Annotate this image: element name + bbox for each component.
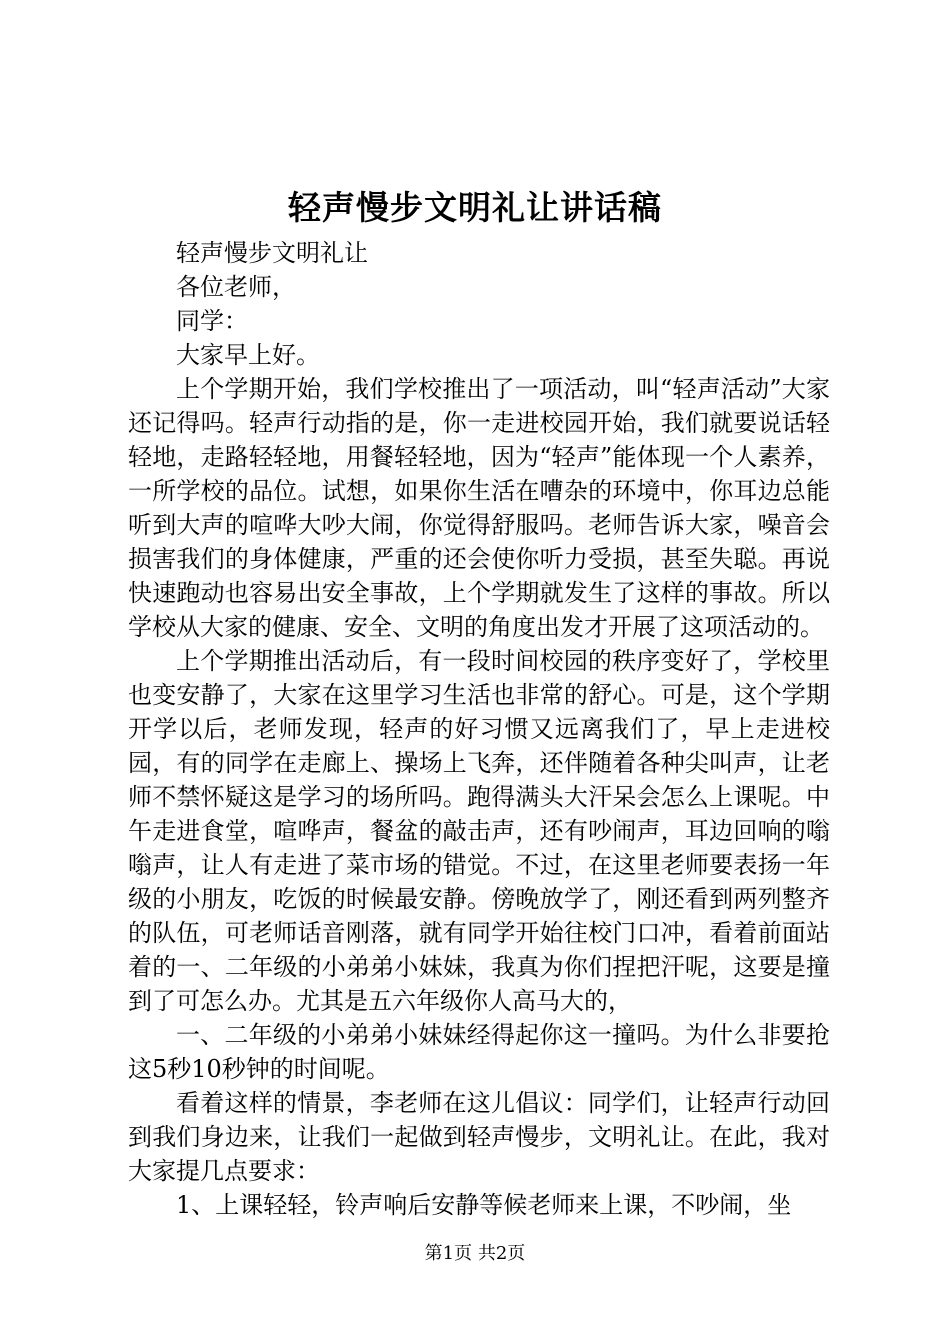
paragraph-2: 上个学期推出活动后，有一段时间校园的秩序变好了，学校里也变安静了，大家在这里学习生活也非常的舒心。可是，这个学期开学以后，老师发现，轻声的好习惯又远离我们了，早上走进校园，有的同学在走廊上、操场上飞奔，还伴随着各种尖叫声，让老师不禁怀疑这是学习的场所吗。跑得满头大汗呆会怎么上课呢。中午走进食堂，喧哗声，餐盆的敲击声，还有吵闹声，耳边回响的嗡嗡声，让人有走进了菜市场的错觉。不过，在这里老师要表扬一年级的小朋友，吃饭的时候最安静。傍晚放学了，刚还看到两列整齐的队伍，可老师话音刚落，就有同学开始往校门口冲，看着前面站着的一、二年级的小弟弟小妹妹，我真为你们捏把汗呢，这要是撞到了可怎么办。尤其是五六年级你人高马大的， [128, 647, 830, 1015]
page-footer: 第1页 共2页 [424, 1243, 526, 1264]
paragraph-heading: 轻声慢步文明礼让 [176, 239, 368, 267]
paragraph-salutation-teachers: 各位老师， [176, 273, 296, 301]
document-title: 轻声慢步文明礼让讲话稿 [288, 188, 662, 227]
paragraph-3: 一、二年级的小弟弟小妹妹经得起你这一撞吗。为什么非要抢这5秒10秒钟的时间呢。 [128, 1021, 830, 1083]
paragraph-1: 上个学期开始，我们学校推出了一项活动，叫“轻声活动”大家还记得吗。轻声行动指的是，你一走进校园开始，我们就要说话轻轻地，走路轻轻地，用餐轻轻地，因为“轻声”能体现一个人素养，一所学校的品位。试想，如果你生活在嘈杂的环境中，你耳边总能听到大声的喧哗大吵大闹，你觉得舒服吗。老师告诉大家，噪音会损害我们的身体健康，严重的还会使你听力受损，甚至失聪。再说快速跑动也容易出安全事故，上个学期就发生了这样的事故。所以学校从大家的健康、安全、文明的角度出发才开展了这项活动的。 [128, 375, 830, 641]
paragraph-greeting: 大家早上好。 [176, 341, 320, 369]
document-body [128, 236, 830, 1222]
paragraph-salutation-students: 同学： [176, 307, 248, 335]
paragraph-4: 看着这样的情景，李老师在这儿倡议：同学们，让轻声行动回到我们身边来，让我们一起做到轻声慢步，文明礼让。在此，我对大家提几点要求： [128, 1089, 830, 1185]
paragraph-5: 1、上课轻轻，铃声响后安静等候老师来上课，不吵闹，坐 [176, 1191, 792, 1219]
